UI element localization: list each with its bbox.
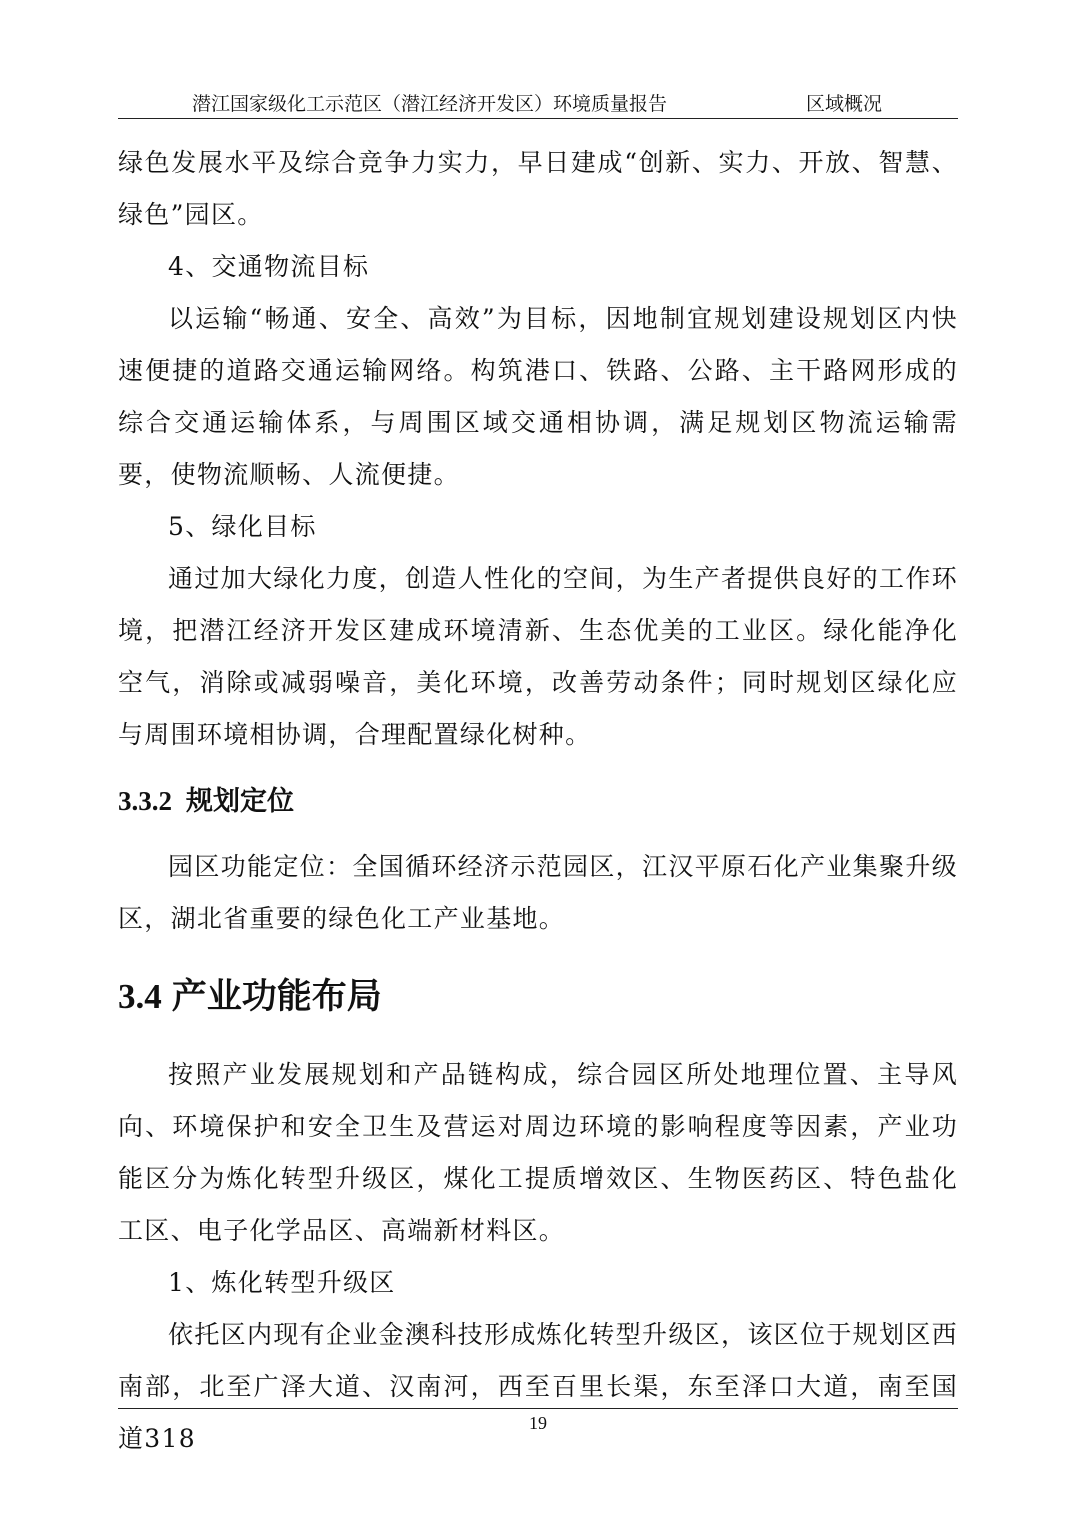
list-item-transport-goal: 4、交通物流目标 [168,252,370,281]
section-title: 产业功能布局 [171,976,382,1017]
page-number: 19 [529,1413,547,1433]
header-divider [118,118,958,119]
paragraph-transport: 以运输“畅通、安全、高效”为目标，因地制宜规划建设规划区内快速便捷的道路交通运输网络。构筑港口、铁路、公路、主干路网形成的综合交通运输体系，与周围区域交通相协调，满足规划区物流运输需要，使物流顺畅、人流便捷。 [118,304,958,489]
running-header [118,90,958,118]
page-body [118,137,958,1465]
paragraph-greening: 通过加大绿化力度，创造人性化的空间，为生产者提供良好的工作环境，把潜江经济开发区建成环境清新、生态优美的工业区。绿化能净化空气，消除或减弱噪音，美化环境，改善劳动条件；同时规划区绿化应与周围环境相协调，合理配置绿化树种。 [118,564,958,749]
list-item-greening-goal: 5、绿化目标 [168,512,317,541]
section-heading-3-3-2 [118,761,958,841]
paragraph-refining-zone: 依托区内现有企业金澳科技形成炼化转型升级区，该区位于规划区西南部，北至广泽大道、汉南河，西至百里长渠，东至泽口大道，南至国道318 [118,1320,958,1453]
paragraph-layout: 按照产业发展规划和产品链构成，综合园区所处地理位置、主导风向、环境保护和安全卫生及营运对周边环境的影响程度等因素，产业功能区分为炼化转型升级区，煤化工提质增效区、生物医药区、特色盐化工区、电子化学品区、高端新材料区。 [118,1060,958,1245]
footer-divider [118,1408,958,1409]
paragraph-continued: 绿色发展水平及综合竞争力实力，早日建成“创新、实力、开放、智慧、绿色”园区。 [118,148,958,229]
section-title: 规划定位 [186,786,294,817]
section-heading-3-4 [118,945,958,1049]
paragraph-positioning: 园区功能定位：全国循环经济示范园区，江汉平原石化产业集聚升级区，湖北省重要的绿色化工产业基地。 [118,852,958,933]
section-number: 3.4 [118,977,162,1016]
list-item-refining-zone: 1、炼化转型升级区 [168,1268,396,1297]
section-number: 3.3.2 [118,786,172,816]
header-report-title: 潜江国家级化工示范区（潜江经济开发区）环境质量报告 [192,93,668,115]
header-chapter-name: 区域概况 [806,93,883,115]
